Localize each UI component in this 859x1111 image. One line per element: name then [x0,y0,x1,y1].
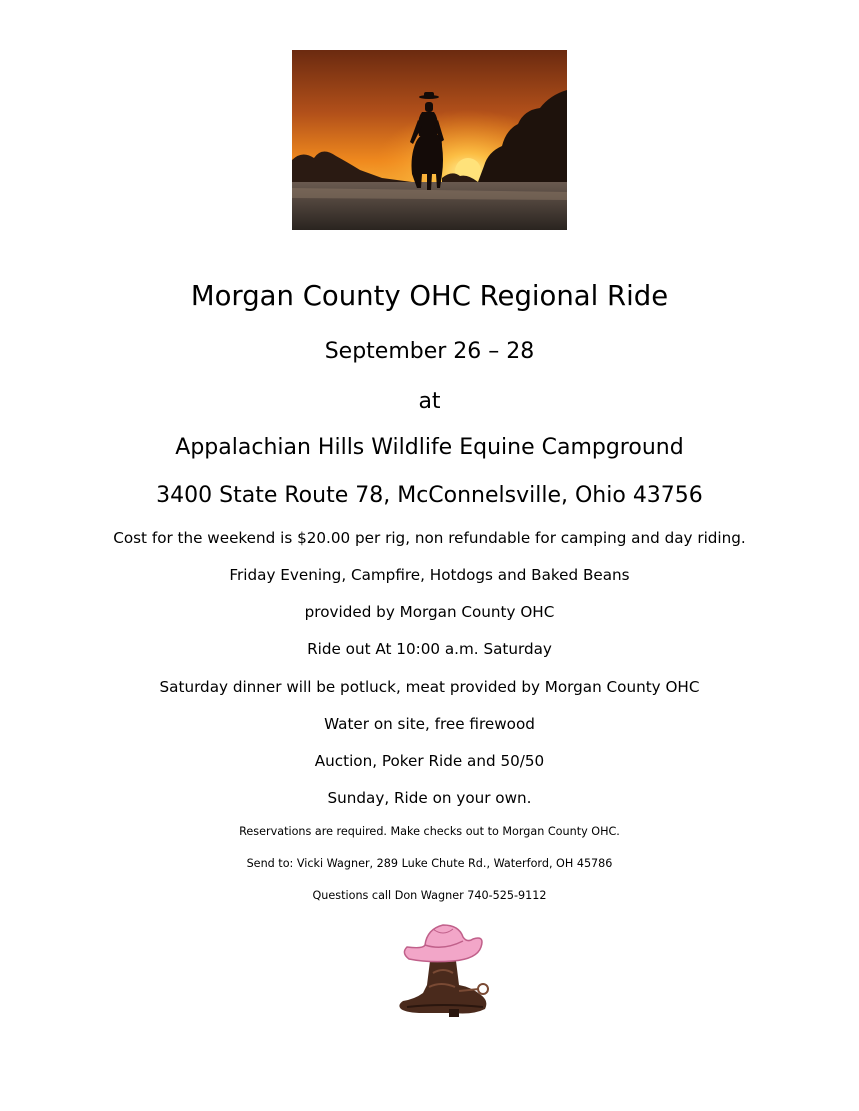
boot-hat-clipart [393,915,493,1020]
cost-line: Cost for the weekend is $20.00 per rig, non refundable for camping and day riding. [113,529,746,547]
cowboy-boot-icon [393,915,493,1020]
provided-line: provided by Morgan County OHC [304,603,555,621]
ride-out-line: Ride out At 10:00 a.m. Saturday [307,640,552,658]
send-to-line: Send to: Vicki Wagner, 289 Luke Chute Rd., Waterford, OH 45786 [246,857,613,870]
hero-photo [292,50,567,230]
friday-line: Friday Evening, Campfire, Hotdogs and Baked Beans [229,566,630,584]
questions-line: Questions call Don Wagner 740-525-9112 [312,889,547,902]
event-title: Morgan County OHC Regional Ride [190,280,669,312]
sunday-line: Sunday, Ride on your own. [327,789,532,807]
saturday-dinner-line: Saturday dinner will be potluck, meat provided by Morgan County OHC [159,678,700,696]
venue-address: 3400 State Route 78, McConnelsville, Ohio 43756 [156,483,703,508]
venue-name: Appalachian Hills Wildlife Equine Campground [175,435,684,460]
at-label: at [418,389,441,414]
auction-line: Auction, Poker Ride and 50/50 [314,752,545,770]
event-dates: September 26 – 28 [324,339,535,364]
sunset-rider-illustration [292,50,567,230]
reservations-line: Reservations are required. Make checks out to Morgan County OHC. [239,825,620,838]
water-line: Water on site, free firewood [324,715,535,733]
